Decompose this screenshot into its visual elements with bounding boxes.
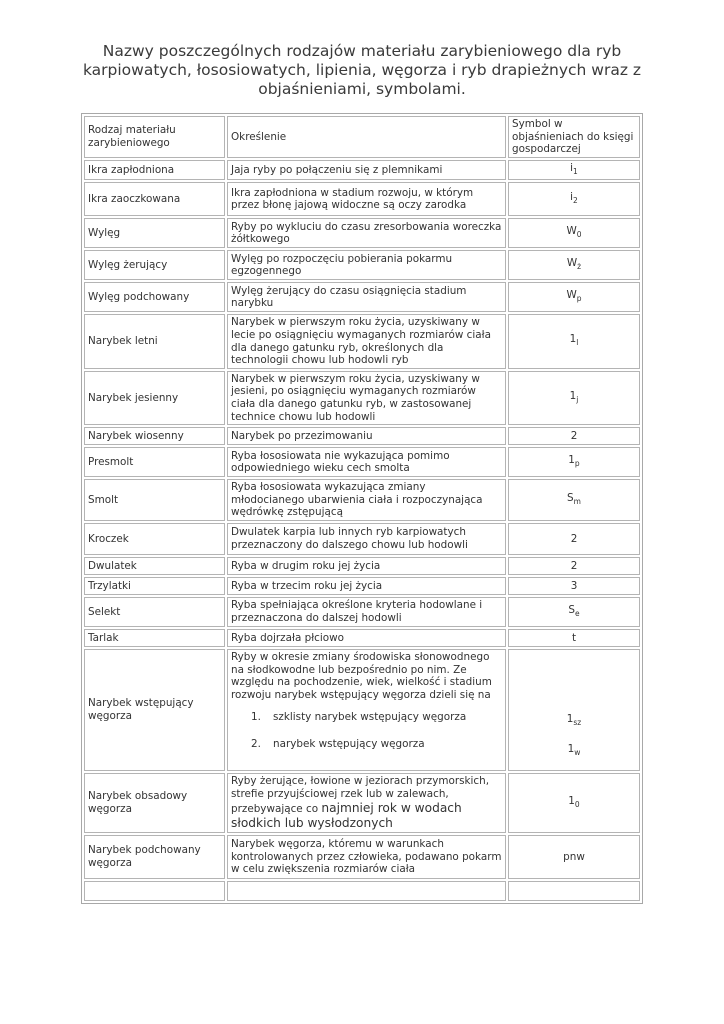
table-row-eel-ascending	[84, 649, 640, 771]
row-symbol: $S_e$	[508, 597, 640, 627]
table-row	[84, 250, 640, 280]
row-definition: Ryba spełniająca określone kryteria hodowlane i przeznaczona do dalszej hodowli	[227, 597, 506, 627]
row-symbol: 2	[508, 557, 640, 575]
row-definition: Ryby po wykluciu do czasu zresorbowania woreczka żółtkowego	[227, 218, 506, 248]
table-row	[84, 218, 640, 248]
row-symbol: $1_l$	[508, 314, 640, 368]
empty-cell	[508, 881, 640, 901]
row-symbol: $1_j$	[508, 371, 640, 425]
table-header-row	[84, 116, 640, 158]
header-definition: Określenie	[227, 116, 506, 158]
row-symbol: $W_ż$	[508, 250, 640, 280]
empty-cell	[84, 881, 225, 901]
stocking-material-table	[81, 113, 643, 904]
table-row-eel-reared	[84, 835, 640, 879]
row-definition: Ryba w drugim roku jej życia	[227, 557, 506, 575]
list-number: 2.	[251, 738, 261, 751]
row-name: Narybek letni	[84, 314, 225, 368]
eel-subtype-list	[231, 711, 502, 751]
row-name: Narybek jesienny	[84, 371, 225, 425]
table-row-eel-stocking	[84, 773, 640, 833]
header-symbol: Symbol w objaśnieniach do księgi gospodarczej	[508, 116, 640, 158]
table-row	[84, 282, 640, 312]
row-name: Narybek obsadowy węgorza	[84, 773, 225, 833]
title-line: Nazwy poszczególnych rodzajów materiału zarybieniowego dla ryb	[102, 42, 622, 60]
row-name: Selekt	[84, 597, 225, 627]
header-type: Rodzaj materiału zarybieniowego	[84, 116, 225, 158]
row-symbol: pnw	[508, 835, 640, 879]
symbol-item: $1_w$	[567, 743, 581, 758]
row-symbol: $W_p$	[508, 282, 640, 312]
row-symbol: t	[508, 629, 640, 647]
list-item	[231, 738, 502, 751]
table-row	[84, 447, 640, 477]
row-definition-text: Ryby żerujące, łowione w jeziorach przymorskich, strefie przyujściowej rzek lub w zalewach, przebywające co	[231, 775, 490, 815]
list-text: szklisty narybek wstępujący węgorza	[273, 711, 467, 724]
row-definition: Narybek po przezimowaniu	[227, 427, 506, 445]
table-row	[84, 479, 640, 521]
row-name: Wylęg	[84, 218, 225, 248]
document-title	[80, 42, 644, 99]
row-name: Wylęg żerujący	[84, 250, 225, 280]
title-line: karpiowatych, łososiowatych, lipienia, węgorza i ryb drapieżnych wraz z	[82, 61, 642, 79]
row-symbol: 2	[508, 523, 640, 555]
row-symbol: $S_m$	[508, 479, 640, 521]
row-name: Narybek podchowany węgorza	[84, 835, 225, 879]
list-text: narybek wstępujący węgorza	[273, 738, 425, 751]
row-name: Wylęg podchowany	[84, 282, 225, 312]
table-row-empty	[84, 881, 640, 901]
row-symbol: $i_2$	[508, 182, 640, 216]
table-row	[84, 577, 640, 595]
row-definition: Dwulatek karpia lub innych ryb karpiowatych przeznaczony do dalszego chowu lub hodowli	[227, 523, 506, 555]
row-definition: Narybek w pierwszym roku życia, uzyskiwany w lecie po osiągnięciu wymaganych rozmiarów ciała dla danego gatunku ryb, określonych dla technologii chowu lub hodowli ryb	[227, 314, 506, 368]
table-row	[84, 597, 640, 627]
row-name: Tarlak	[84, 629, 225, 647]
row-symbol	[508, 649, 640, 771]
table-row	[84, 182, 640, 216]
row-name: Narybek wstępujący węgorza	[84, 649, 225, 771]
row-definition: Ryba w trzecim roku jej życia	[227, 577, 506, 595]
list-item	[231, 711, 502, 724]
table-row	[84, 371, 640, 425]
row-name: Trzylatki	[84, 577, 225, 595]
table-row	[84, 314, 640, 368]
row-symbol: $1_p$	[508, 447, 640, 477]
list-number: 1.	[251, 711, 261, 724]
row-definition-text: Ryby w okresie zmiany środowiska słonowodnego na słodkowodne lub bezpośrednio po nim. Ze względu na pochodzenie, wiek, wielkość i stadium rozwoju narybek wstępujący węgorza dzieli się na	[231, 650, 492, 701]
symbol-item: $1_{sz}$	[566, 712, 582, 727]
row-symbol: $i_1$	[508, 160, 640, 181]
row-definition	[227, 649, 506, 771]
table-row	[84, 629, 640, 647]
row-name: Kroczek	[84, 523, 225, 555]
empty-cell	[227, 881, 506, 901]
row-symbol: 2	[508, 427, 640, 445]
table-row	[84, 523, 640, 555]
row-definition: Ryba łososiowata wykazująca zmiany młodocianego ubarwienia ciała i rozpoczynająca wędrówkę zstępującą	[227, 479, 506, 521]
table-row	[84, 160, 640, 181]
row-name: Dwulatek	[84, 557, 225, 575]
row-definition: Ikra zapłodniona w stadium rozwoju, w którym przez błonę jajową widoczne są oczy zarodka	[227, 182, 506, 216]
row-definition: Wylęg żerujący do czasu osiągnięcia stadium narybku	[227, 282, 506, 312]
row-definition: Ryba dojrzała płciowo	[227, 629, 506, 647]
title-line: objaśnieniami, symbolami.	[258, 80, 466, 98]
table-row	[84, 427, 640, 445]
row-name: Presmolt	[84, 447, 225, 477]
row-symbol: 3	[508, 577, 640, 595]
row-definition	[227, 773, 506, 833]
row-symbol: $W_0$	[508, 218, 640, 248]
row-definition: Narybek węgorza, któremu w warunkach kontrolowanych przez człowieka, podawano pokarm w celu zwiększenia rozmiarów ciała	[227, 835, 506, 879]
row-name: Smolt	[84, 479, 225, 521]
row-definition: Wylęg po rozpoczęciu pobierania pokarmu egzogennego	[227, 250, 506, 280]
row-definition-text-large: najmniej rok w wodach słodkich lub wysłodzonych	[231, 800, 462, 830]
row-symbol: $1_0$	[508, 773, 640, 833]
row-name: Ikra zapłodniona	[84, 160, 225, 181]
row-definition: Ryba łososiowata nie wykazująca pomimo odpowiedniego wieku cech smolta	[227, 447, 506, 477]
table-row	[84, 557, 640, 575]
row-name: Narybek wiosenny	[84, 427, 225, 445]
row-name: Ikra zaoczkowana	[84, 182, 225, 216]
row-definition: Narybek w pierwszym roku życia, uzyskiwany w jesieni, po osiągnięciu wymaganych rozmiarów ciała dla danego gatunku ryb, w zastosowanej technice chowu lub hodowli	[227, 371, 506, 425]
row-definition: Jaja ryby po połączeniu się z plemnikami	[227, 160, 506, 181]
